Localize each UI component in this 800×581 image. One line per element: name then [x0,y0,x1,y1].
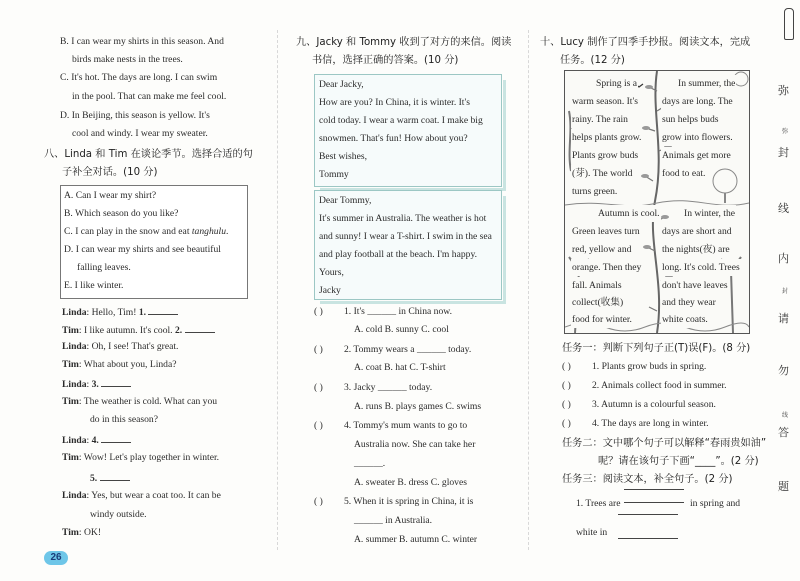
seal-char: 线 [778,202,789,215]
section9-title-line2: 书信，选择正确的答案。(10 分) [312,55,459,66]
seal-small-char: 弥 [782,128,789,135]
summer-text: sun helps buds [661,111,720,128]
seal-small-char: 线 [782,412,789,419]
letter-line: and sunny! I wear a T-shirt. I swim in the sea [319,231,492,242]
letter-line: How are you? In China, it is winter. It's [319,97,470,108]
spring-text: Plants grow buds [571,147,639,164]
autumn-text: orange. Then they [571,259,642,276]
answer-paren[interactable]: ( ) [314,382,323,393]
option-c-cont2: in the pool. That can make me feel cool. [72,91,227,102]
letter-to-jacky [314,74,502,187]
answer-paren[interactable]: ( ) [562,361,571,372]
spring-text: helps plants grow. [571,129,642,146]
answer-blank[interactable] [148,305,178,315]
answer-blank[interactable] [101,377,131,387]
seasons-poster [564,70,750,334]
task2-title: 任务二：文中哪个句子可以解释“春雨贵如油” [562,438,767,449]
question-options: A. coat B. hat C. T-shirt [354,362,446,373]
dialogue-line: Tim: Wow! Let's play together in winter. [62,452,220,463]
answer-paren[interactable]: ( ) [314,306,323,317]
answer-line[interactable] [624,502,684,503]
question-options: A. summer B. autumn C. winter [354,534,478,545]
section10-title: 十、Lucy 制作了四季手抄报。阅读文本，完成 [540,37,751,48]
spring-text: (芽). The world [571,165,633,182]
summer-text: food to eat. [661,165,706,182]
seal-char: 题 [778,480,789,493]
seal-char: 封 [778,146,789,159]
dialogue-line: Tim: What about you, Linda? [62,359,177,370]
autumn-text: fall. Animals [571,277,623,294]
column-divider [277,30,278,550]
answer-paren[interactable]: ( ) [562,380,571,391]
answer-paren[interactable]: ( ) [314,420,323,431]
question-options: A. runs B. plays games C. swims [354,401,482,412]
answer-line[interactable] [618,514,678,515]
autumn-text: Green leaves turn [571,223,641,240]
letter-line: Jacky [319,285,341,296]
summer-text: days are long. The [661,93,734,110]
option-c: C. I can play in the snow and eat tanghulu. [64,226,229,237]
section8-title: 八、Linda 和 Tim 在谈论季节。选择合适的句 [44,149,253,160]
task1-title: 任务一：判断下列句子正(T)误(F)。(8 分) [562,343,751,354]
seal-char: 勿 [778,364,789,377]
autumn-text: collect(收集) [571,294,624,311]
dialogue-line: Linda: Yes, but wear a coat too. It can be [62,490,221,501]
answer-line[interactable] [618,538,678,539]
section9-title: 九、Jacky 和 Tommy 收到了对方的来信。阅读 [296,37,512,48]
winter-text: days are short and [661,223,733,240]
question-stem: ______ in Australia. [354,515,433,526]
option-e: E. I like winter. [64,280,124,291]
answer-paren[interactable]: ( ) [314,344,323,355]
seal-char: 弥 [778,84,789,97]
dialogue-line: 5. [90,471,130,485]
spring-text: turns green. [571,183,618,200]
tf-statement: 3. Autumn is a colourful season. [592,399,716,410]
answer-paren[interactable]: ( ) [314,496,323,507]
page-number: 26 [44,551,68,565]
question-options: A. cold B. sunny C. cool [354,324,449,335]
winter-text: and they wear [661,294,717,311]
letter-line: cold today. I wear a warm coat. I make big [319,115,483,126]
dialogue-line: Tim: OK! [62,527,102,538]
option-c-italic: tanghulu [191,226,227,237]
spring-text: Spring is a [595,75,638,92]
letter-line: and play football at the beach. I'm happy. [319,249,478,260]
dialogue-line: do in this season? [90,414,158,425]
answer-blank[interactable] [185,323,215,333]
option-b-cont2: birds make nests in the trees. [72,54,183,65]
autumn-text: Autumn is cool. [597,205,661,222]
answer-line[interactable] [624,489,684,490]
winter-text: don't have leaves [661,277,729,294]
option-d-line2: falling leaves. [77,262,131,273]
letter-line: Yours, [319,267,344,278]
letter-line: Dear Tommy, [319,195,372,206]
answer-paren[interactable]: ( ) [562,418,571,429]
seal-char: 请 [778,312,789,325]
options-box [60,185,248,299]
fill-sentence-mid: in spring and [690,498,741,509]
question-options: A. sweater B. dress C. gloves [354,477,467,488]
seal-margin [766,0,800,581]
question-stem: 2. Tommy wears a ______ today. [344,344,472,355]
option-b: B. Which season do you like? [64,208,179,219]
option-c-text: C. I can play in the snow and eat [64,226,192,237]
dialogue-line: Tim: The weather is cold. What can you [62,396,218,407]
seal-small-char: 封 [782,288,789,295]
letter-line: snowmen. That's fun! How about you? [319,133,468,144]
seal-char: 内 [778,252,789,265]
fill-sentence-start: 1. Trees are [576,498,621,509]
question-stem: ______. [354,458,386,469]
dialogue-line: Linda: 3. [62,377,131,391]
fill-sentence-end: white in [576,527,608,538]
option-d-cont2: cool and windy. I wear my sweater. [72,128,208,139]
option-a: A. Can I wear my shirt? [64,190,157,201]
letter-line: Tommy [319,169,349,180]
seal-char: 答 [778,426,789,439]
option-b-cont: B. I can wear my shirts in this season. And [60,36,224,47]
rocket-icon [784,8,794,40]
dialogue-line: Tim: I like autumn. It's cool. 2. [62,323,215,337]
letter-to-tommy [314,190,502,300]
section8-title-line2: 子补全对话。(10 分) [62,167,158,178]
letter-line: Best wishes, [319,151,367,162]
autumn-text: food for winter. [571,311,633,328]
answer-blank[interactable] [100,471,130,481]
dialogue-line: Linda: 4. [62,433,131,447]
option-c-cont: C. It's hot. The days are long. I can swim [60,72,218,83]
question-stem: 4. Tommy's mum wants to go to [344,420,468,431]
question-stem: 3. Jacky ______ today. [344,382,433,393]
spring-text: warm season. It's [571,93,639,110]
summer-text: Animals get more [661,147,732,164]
answer-paren[interactable]: ( ) [562,399,571,410]
summer-text: In summer, the [677,75,736,92]
spring-text: rainy. The rain [571,111,629,128]
winter-text: white coats. [661,311,709,328]
task2-title-line2: 呢？请在该句子下画“____”。(2 分) [598,456,759,467]
dialogue-line: Linda: Hello, Tim! 1. [62,305,178,319]
section10-title-line2: 任务。(12 分) [560,55,625,66]
column-divider [528,30,529,550]
winter-text: long. It's cold. Trees [661,259,741,276]
letter-line: Dear Jacky, [319,79,364,90]
tf-statement: 1. Plants grow buds in spring. [592,361,707,372]
autumn-text: red, yellow and [571,241,632,258]
question-stem: Australia now. She can take her [354,439,476,450]
tf-statement: 4. The days are long in winter. [592,418,709,429]
letter-line: It's summer in Australia. The weather is hot [319,213,487,224]
winter-text: the nights(夜) are [661,241,731,258]
task3-title: 任务三：阅读文本，补全句子。(2 分) [562,474,733,485]
option-d-cont: D. In Beijing, this season is yellow. It's [60,110,210,121]
dialogue-line: windy outside. [90,509,147,520]
option-d: D. I can wear my shirts and see beautiful [64,244,221,255]
question-stem: 5. When it is spring in China, it is [344,496,474,507]
tf-statement: 2. Animals collect food in summer. [592,380,727,391]
dialogue-line: Linda: Oh, I see! That's great. [62,341,179,352]
winter-text: In winter, the [683,205,736,222]
question-stem: 1. It's ______ in China now. [344,306,452,317]
answer-blank[interactable] [101,433,131,443]
summer-text: grow into flowers. [661,129,734,146]
